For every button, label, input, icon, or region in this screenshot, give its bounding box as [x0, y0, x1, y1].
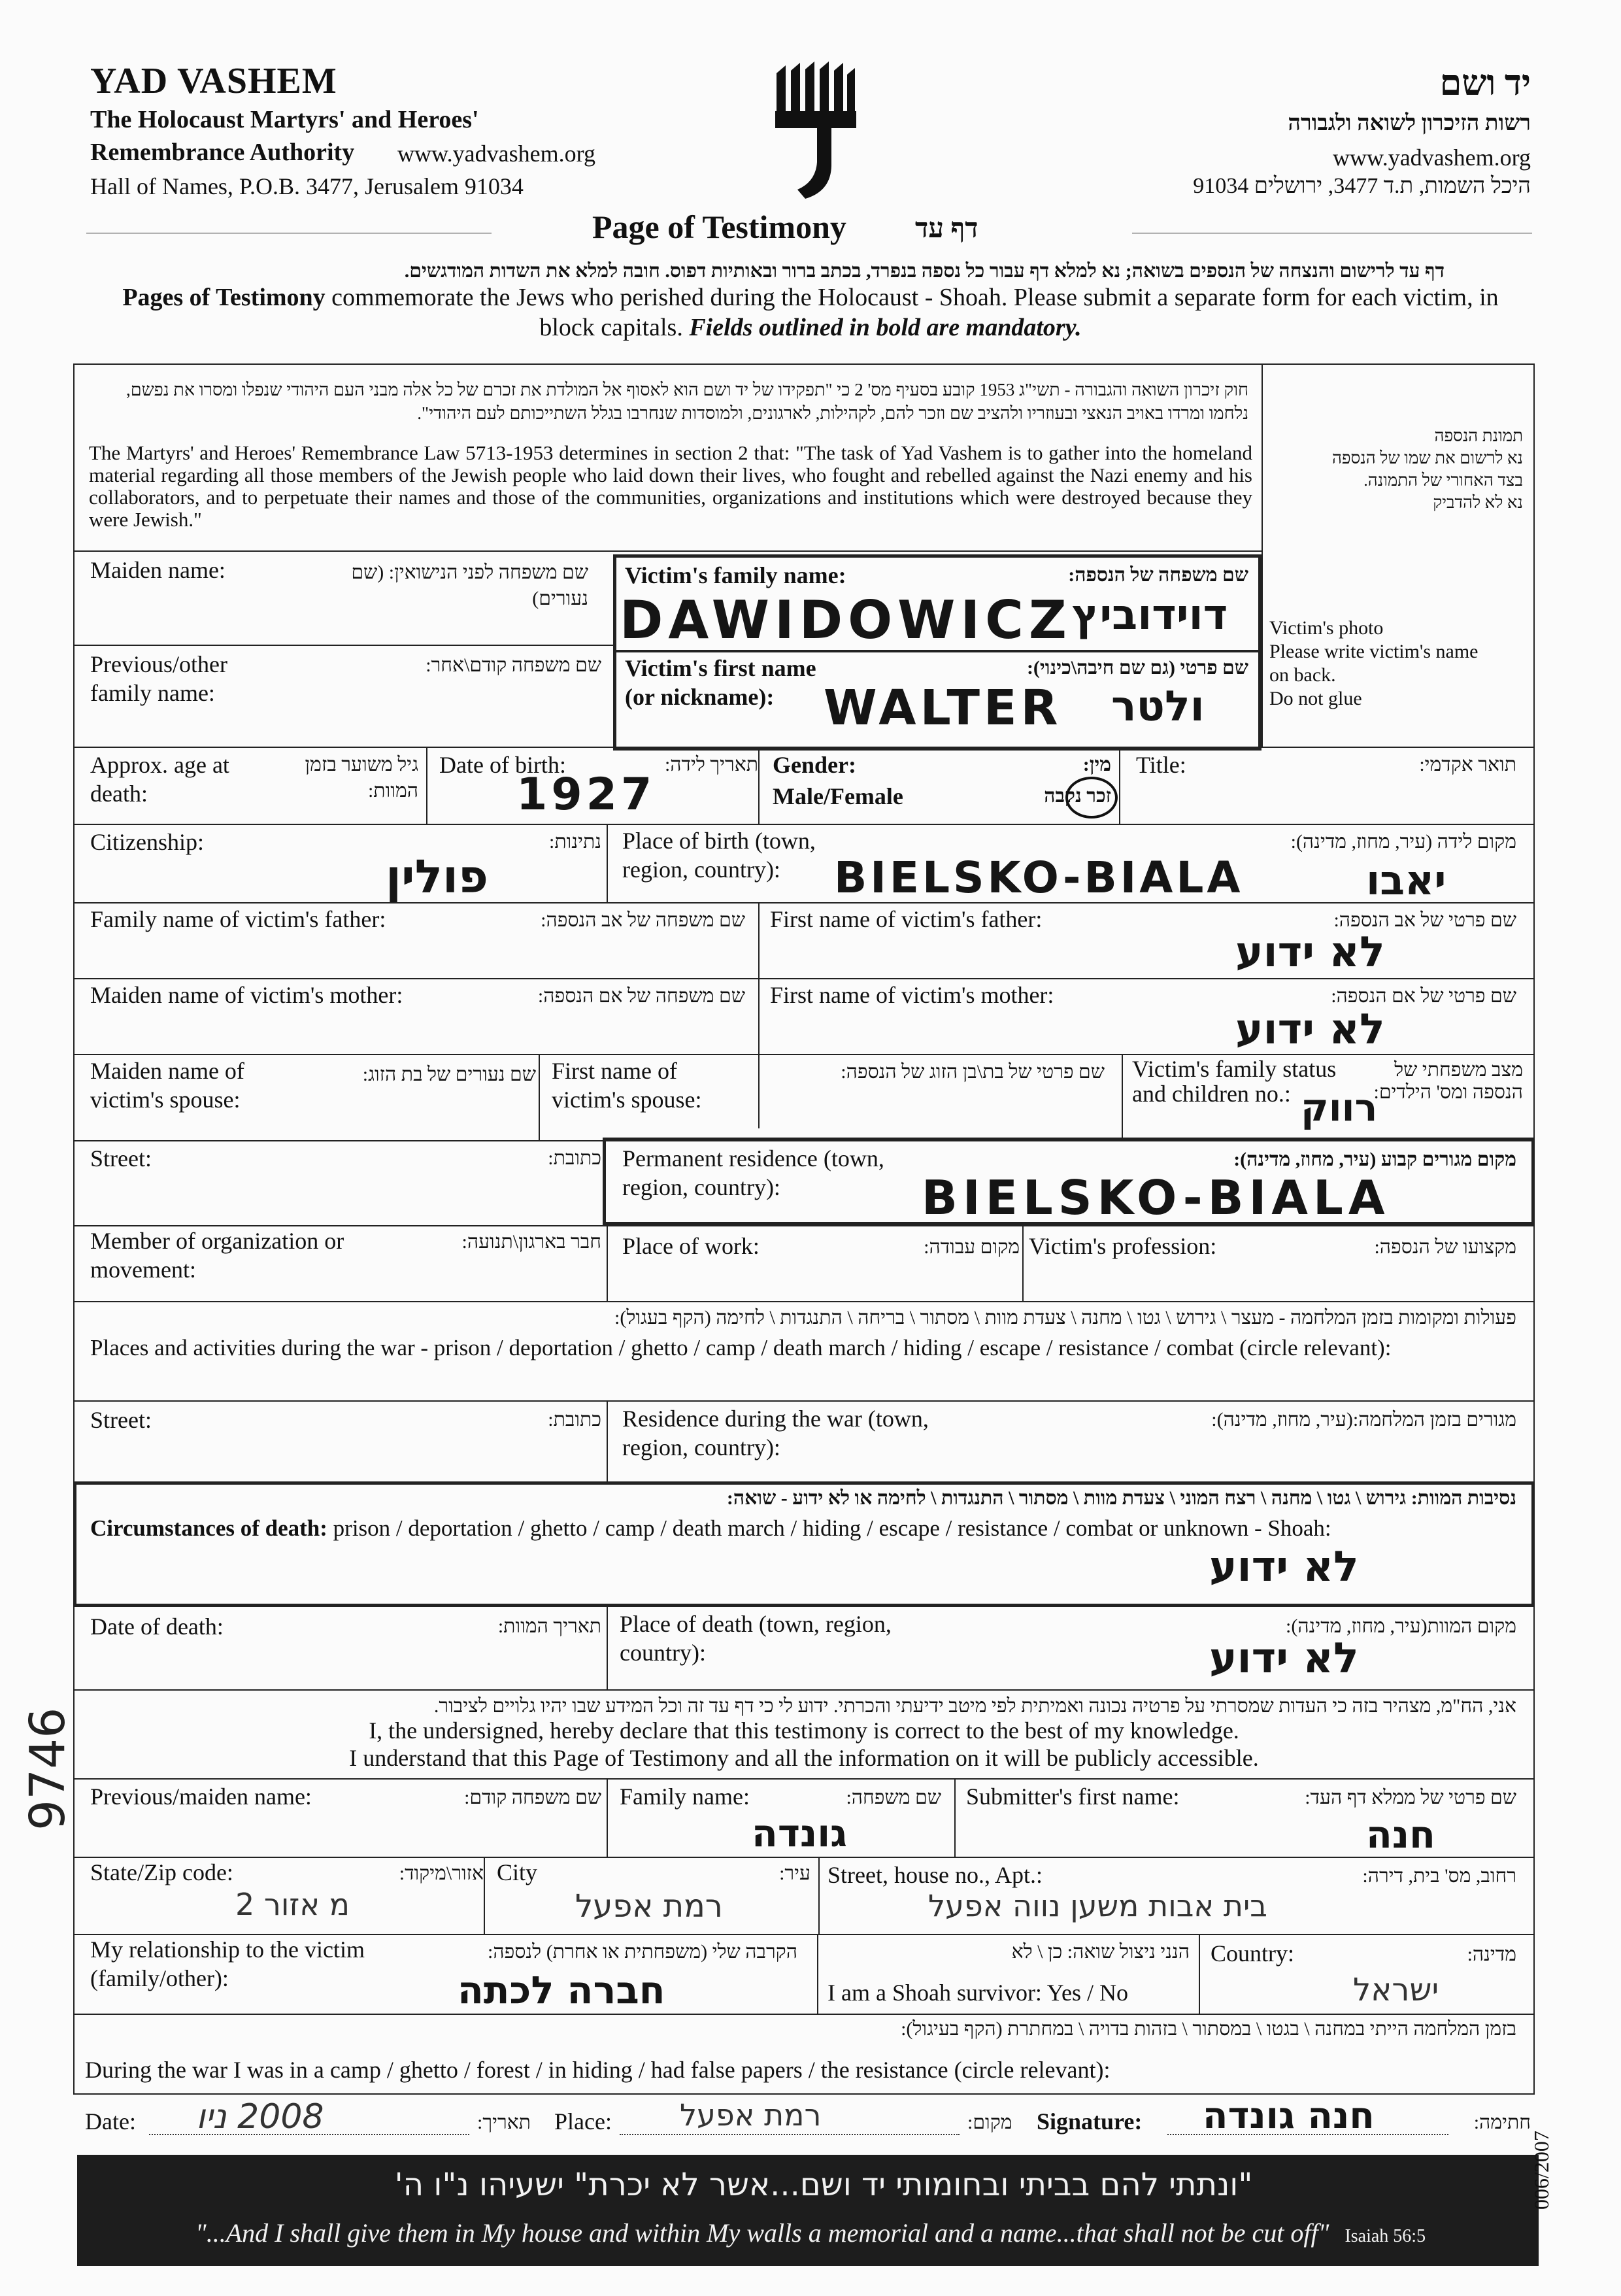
gender-male-circle[interactable]	[1065, 777, 1118, 819]
place-of-death-label-he: מקום המוות(עיר, מחוז, מדינה):	[1286, 1615, 1516, 1637]
row-line-11	[73, 1689, 1535, 1691]
col-war-street	[607, 1400, 608, 1481]
state-zip-value[interactable]: מ אזור 2	[235, 1887, 350, 1922]
victim-family-name-label: Victim's family name:	[625, 562, 846, 588]
date-value[interactable]: 2008 ניו	[196, 2097, 324, 2136]
col-sub-5	[817, 1934, 818, 2014]
signature-value[interactable]: חנה גונדה	[1203, 2095, 1375, 2137]
victim-first-name-value-he[interactable]: ולטר	[1111, 683, 1205, 731]
row-line-law	[73, 550, 1262, 552]
photo-divider	[1262, 363, 1263, 747]
organization-label-he: חבר בארגון\תנועה:	[461, 1231, 601, 1253]
submitter-family-name-value[interactable]: גונדה	[752, 1811, 848, 1855]
gender-options: Male/Female	[773, 783, 903, 809]
country-label-he: מדינה:	[1467, 1944, 1516, 1965]
submitter-prev-maiden-label-he: שם משפחה קודם:	[464, 1787, 601, 1808]
organization-label: Member of organization or movement:	[90, 1228, 344, 1283]
page-title: Page of Testimony	[592, 209, 846, 245]
family-status-value[interactable]: רווק	[1301, 1085, 1378, 1130]
col-gender	[1119, 747, 1120, 824]
survivor-label-he: הנני ניצול שואה: כן \ לא	[1011, 1941, 1190, 1963]
intro-english	[98, 282, 1523, 343]
war-street-label: Street:	[90, 1407, 152, 1433]
submitter-family-name-label: Family name:	[620, 1783, 750, 1810]
row-line-9	[73, 1301, 1535, 1302]
circumstances-options: prison / deportation / ghetto / camp / death march / hiding / escape / resistance / combat or unknown - Shoah:	[333, 1515, 1331, 1541]
banner-quote: "...And I shall give them in My house and within My walls a memorial and a name...that shall not be cut off"	[195, 2218, 1329, 2248]
signature-label-he: חתימה:	[1473, 2112, 1531, 2133]
photo-en-4: Do not glue	[1269, 688, 1362, 709]
col-dob	[758, 747, 760, 824]
title-label: Title:	[1136, 752, 1186, 778]
col-sub-1	[607, 1778, 608, 1857]
father-first-name-value[interactable]: לא ידוע	[1235, 928, 1385, 977]
mother-maiden-name-label: Maiden name of victim's mother:	[90, 982, 403, 1008]
father-family-name-label: Family name of victim's father:	[90, 906, 386, 932]
col-sub-6	[1199, 1934, 1200, 2014]
spouse-maiden-name-label: Maiden name of victim's spouse:	[90, 1058, 244, 1113]
place-of-birth-value[interactable]: BIELSKO-BIALA	[834, 853, 1244, 903]
spouse-first-name-label: First name of victim's spouse:	[552, 1058, 702, 1113]
profession-label: Victim's profession:	[1029, 1233, 1217, 1259]
relationship-label: My relationship to the victim (family/other):	[90, 1936, 365, 1991]
submitter-prev-maiden-label: Previous/maiden name:	[90, 1783, 312, 1810]
date-of-birth-label: Date of birth:	[439, 752, 566, 778]
places-activities-label-he: פעולות ומקומות בזמן המלחמה - מעצר \ גירוש \ גטו \ מחנה \ צעדת מוות \ מסתור \ בריחה \ התנגדות \ לחימה (הקף בעגול):	[614, 1307, 1516, 1328]
page-title-hebrew: דף עד	[915, 214, 978, 244]
father-family-name-label-he: שם משפחה של אב הנספה:	[541, 909, 745, 931]
place-of-work-label-he: מקום עבודה:	[924, 1236, 1020, 1258]
date-of-death-label-he: תאריך המוות:	[497, 1615, 601, 1637]
banner-english	[92, 2218, 1529, 2248]
victim-family-name-value[interactable]: DAWIDOWICZ	[620, 590, 1072, 650]
city-label-he: עיר:	[779, 1863, 811, 1884]
circumstances-label-bold: Circumstances of death:	[90, 1515, 327, 1541]
declaration-hebrew: אני, הח"מ, מצהיר בזה כי העדות שמסרתי על פרטיה נכונה ואמיתית לפי מיטב ידיעתי והכרתי. ידוע לי כי דף עד זה וכל המידע שבו יהיו גלויים לציבור.	[433, 1695, 1516, 1717]
form-code: 006/2007	[1529, 2131, 1553, 2210]
title-label-he: תואר אקדמי:	[1419, 754, 1516, 775]
he-address: היכל השמות, ת.ד 3477, ירושלים 91034	[1193, 174, 1531, 198]
declaration-line-2: I understand that this Page of Testimony and all the information on it will be publicly accessible.	[349, 1745, 1259, 1771]
mother-first-name-label: First name of victim's mother:	[770, 982, 1054, 1008]
submitter-first-name-value[interactable]: חנה	[1366, 1812, 1435, 1857]
org-line-2: Remembrance Authority	[90, 139, 355, 166]
place-label-he: מקום:	[967, 2112, 1012, 2133]
permanent-residence-value[interactable]: BIELSKO-BIALA	[922, 1170, 1390, 1225]
country-label: Country:	[1211, 1940, 1295, 1967]
age-at-death-label: Approx. age at death:	[90, 752, 229, 807]
row-line-6	[73, 1054, 1535, 1055]
photo-en-2: Please write victim's name	[1269, 641, 1479, 662]
photo-he-1: תמונת הנספה	[1434, 426, 1523, 445]
father-first-name-label: First name of victim's father:	[770, 906, 1043, 932]
places-activities-label[interactable]: Places and activities during the war - prison / deportation / ghetto / camp / death march / hiding / escape / resistance / combat (circle relevant):	[90, 1335, 1392, 1360]
place-line	[620, 2134, 960, 2135]
org-address: Hall of Names, P.O.B. 3477, Jerusalem 91034	[90, 173, 524, 199]
he-org-line: רשות הזיכרון לשואה ולגבורה	[1288, 111, 1531, 135]
col-spouse-1	[539, 1054, 540, 1140]
age-at-death-label-he: גיל משוער בזמן המוות:	[305, 754, 418, 802]
he-org-name: יד ושם	[1439, 63, 1531, 103]
date-label-he: תאריך:	[477, 2112, 531, 2133]
gender-label-he: מין:	[1082, 754, 1111, 775]
intro-mandatory-note: Fields outlined in bold are mandatory.	[689, 314, 1082, 341]
he-website: www.yadvashem.org	[1333, 144, 1531, 171]
relationship-label-he: הקרבה שלי (משפחתית או אחרת) לנספה:	[488, 1941, 797, 1963]
col-citizenship	[607, 824, 608, 902]
row-line-5	[73, 978, 1535, 979]
mother-first-name-value[interactable]: לא ידוע	[1235, 1005, 1385, 1054]
submitter-family-name-label-he: שם משפחה:	[846, 1787, 941, 1808]
victim-family-name-label-he: שם משפחה של הנספה:	[1068, 564, 1248, 586]
street-address-value[interactable]: בית אבות משען נווה אפעל	[928, 1888, 1267, 1923]
place-of-death-label: Place of death (town, region, country):	[620, 1611, 892, 1666]
row-line-2	[73, 747, 1535, 748]
photo-he-4: נא לא להדביק	[1433, 493, 1523, 512]
col-sub-2	[954, 1778, 956, 1857]
row-line-3	[73, 824, 1535, 825]
country-value[interactable]: ישראל	[1353, 1972, 1439, 2008]
yad-vashem-logo-icon	[771, 60, 856, 204]
place-of-birth-label-he: מקום לידה (עיר, מחוז, מדינה):	[1290, 831, 1516, 853]
residence-during-war-label: Residence during the war (town, region, country):	[622, 1406, 929, 1460]
father-first-name-label-he: שם פרטי של אב הנספה:	[1333, 909, 1516, 931]
date-label: Date:	[85, 2108, 136, 2135]
street-label: Street:	[90, 1145, 152, 1172]
org-website: www.yadvashem.org	[397, 141, 595, 167]
place-of-work-label: Place of work:	[622, 1233, 760, 1259]
place-of-death-value[interactable]: לא ידוע	[1209, 1634, 1359, 1683]
street-label-he: כתובת:	[548, 1147, 601, 1169]
state-zip-label-he: אזור\מיקוד:	[399, 1863, 484, 1884]
law-hebrew: חוק זיכרון השואה והגבורה - תשי"ג 1953 קובע בסעיף מס' 2 כי "תפקידו של יד ושם הוא לאסוף אל המולדת את זכרם של כל אלה מבני העם היהודי שנפלו ומסרו את נפשם, נלחמו ומרדו באויב הנאצי ובעוזריו ולהציב שם וזכר להם, לקהילות, לארגונים, ולמוסדות שנחרבו בגלל השתייכותם לעם היהודי".	[125, 380, 1248, 423]
place-of-birth-value-he[interactable]: יאבו	[1366, 856, 1446, 904]
law-english: The Martyrs' and Heroes' Remembrance Law 5713-1953 determines in section 2 that: "The task of Yad Vashem is to gather into the homeland material regarding all those members of the Jewish people who laid down their lives, who fought and rebelled against the Nazi enemy and his collaborators, and to perpetuate their names and those of the communities, organizations and institutions which were destroyed because they were Jewish."	[89, 441, 1252, 531]
maiden-name-label-he: שם משפחה לפני הנישואין: (שם נעורים)	[351, 562, 588, 609]
photo-en-3: on back.	[1269, 664, 1336, 686]
place-label: Place:	[554, 2108, 612, 2135]
family-status-label-he: מצב משפחתי של הנספה ומס' הילדים:	[1373, 1059, 1523, 1103]
col-spouse-2	[1122, 1054, 1123, 1140]
intro-text: commemorate the Jews who perished during the Holocaust - Shoah. Please submit a separate form for each victim, in block capitals.	[331, 284, 1499, 341]
permanent-residence-label-he: מקום מגורים קבוע (עיר, מחוז, מדינה):	[1233, 1149, 1516, 1170]
org-name: YAD VASHEM	[90, 61, 337, 101]
family-status-label: Victim's family status and children no.:	[1132, 1056, 1337, 1107]
war-street-label-he: כתובת:	[548, 1409, 601, 1430]
citizenship-value[interactable]: פולין	[386, 850, 489, 903]
row-line-10	[73, 1400, 1535, 1402]
state-zip-label: State/Zip code:	[90, 1859, 233, 1885]
place-of-birth-label: Place of birth (town, region, country):	[622, 828, 816, 883]
circumstances-label-he: נסיבות המוות: גירוש \ גטו \ מחנה \ רצח המוני \ צעדת מוות \ מסתור \ התנגדות \ לחימה או לא ידוע - שואה:	[726, 1487, 1516, 1509]
victim-first-name-label: Victim's first name (or nickname):	[625, 655, 816, 710]
circumstances-label[interactable]	[90, 1514, 1528, 1543]
gender-options-he: זכר נקבה	[1044, 785, 1111, 807]
victim-first-name-label-he: שם פרטי (גם שם חיבה\כינוי):	[1026, 657, 1248, 679]
circumstances-value[interactable]: לא ידוע	[1209, 1543, 1359, 1591]
citizenship-label-he: נתינות:	[549, 831, 601, 853]
previous-family-name-label-he: שם משפחה קודם\אחר:	[426, 654, 601, 676]
profession-label-he: מקצועו של הנספה:	[1374, 1236, 1516, 1258]
street-address-label-he: רחוב, מס' בית, דירה:	[1362, 1865, 1516, 1887]
col-work	[1022, 1225, 1024, 1301]
col-sub-3	[484, 1857, 485, 1934]
intro-hebrew: דף עד לרישום והנצחה של הנספים בשואה; נא למלא דף עבור כל נספה בנפרד, בכתב ברור ובאותיות דפוס. חובה למלא את השדות המודגשים.	[404, 260, 1445, 282]
spouse-first-name-label-he: שם פרטי של בת\בן הזוג של הנספה:	[841, 1061, 1105, 1083]
survivor-label[interactable]: I am a Shoah survivor: Yes / No	[827, 1980, 1128, 2006]
photo-en-1: Victim's photo	[1269, 617, 1384, 639]
relationship-value[interactable]: חברה לכתה	[458, 1968, 665, 2012]
col-sub-4	[818, 1857, 820, 1934]
col-org	[607, 1225, 608, 1301]
previous-family-name-label: Previous/other family name:	[90, 651, 227, 706]
signature-label: Signature:	[1037, 2108, 1143, 2135]
place-value[interactable]: רמת אפעל	[680, 2097, 822, 2133]
row-line-13	[73, 1857, 1535, 1858]
war-location-label-he: בזמן המלחמה הייתי במחנה \ בגטו \ במסתור \ בזהות בדויה \ במחתרת (הקף בעיגול):	[901, 2018, 1516, 2040]
permanent-residence-label: Permanent residence (town, region, country):	[622, 1145, 884, 1200]
col-age	[426, 747, 427, 824]
gender-label: Gender:	[773, 752, 856, 778]
declaration-line-1: I, the undersigned, hereby declare that this testimony is correct to the best of my knowledge.	[369, 1717, 1239, 1744]
submitter-first-name-label-he: שם פרטי של ממלא דף העד:	[1305, 1787, 1516, 1808]
date-of-birth-label-he: תאריך לידה:	[664, 754, 758, 775]
street-address-label: Street, house no., Apt.:	[827, 1862, 1043, 1888]
intro-bold: Pages of Testimony	[122, 284, 326, 311]
org-line-1: The Holocaust Martyrs' and Heroes'	[90, 106, 479, 133]
victim-family-name-value-he[interactable]: דוידוביץ	[1072, 591, 1228, 639]
row-line-1	[73, 645, 613, 646]
photo-he-2: נא לרשום את שמו של הנספה	[1331, 448, 1523, 467]
banner-reference: Isaiah 56:5	[1345, 2226, 1426, 2246]
col-death	[607, 1607, 608, 1689]
spouse-maiden-name-label-he: שם נעורים של בת הזוג:	[362, 1064, 536, 1085]
victim-box-split	[613, 650, 1262, 652]
col-father	[758, 902, 760, 1128]
war-location-label[interactable]: During the war I was in a camp / ghetto / forest / in hiding / had false papers / the resistance (circle relevant):	[85, 2057, 1111, 2083]
maiden-name-label: Maiden name:	[90, 557, 226, 583]
submitter-first-name-label: Submitter's first name:	[966, 1783, 1180, 1810]
row-line-15	[73, 2014, 1535, 2015]
residence-during-war-label-he: מגורים בזמן המלחמה:(עיר, מחוז, מדינה):	[1211, 1409, 1516, 1430]
citizenship-label: Citizenship:	[90, 829, 204, 855]
row-line-4	[73, 902, 1535, 903]
photo-he-3: בצד האחורי של התמונה.	[1363, 471, 1523, 490]
city-label: City	[497, 1859, 538, 1885]
mother-maiden-name-label-he: שם משפחה של אם הנספה:	[537, 985, 745, 1007]
date-of-death-label: Date of death:	[90, 1613, 224, 1640]
victim-first-name-value[interactable]: WALTER	[824, 680, 1062, 736]
row-line-12	[73, 1778, 1535, 1780]
banner-hebrew: "ונתתי להם בביתי ובחומותי יד ושם...אשר לא יכרת" ישעיהו נ"ו ה'	[394, 2167, 1253, 2203]
handwritten-file-number: 9746	[20, 1707, 76, 1831]
mother-first-name-label-he: שם פרטי של אם הנספה:	[1331, 985, 1516, 1007]
city-value[interactable]: רמת אפעל	[575, 1888, 723, 1925]
date-of-birth-value[interactable]: 1927	[516, 769, 656, 820]
